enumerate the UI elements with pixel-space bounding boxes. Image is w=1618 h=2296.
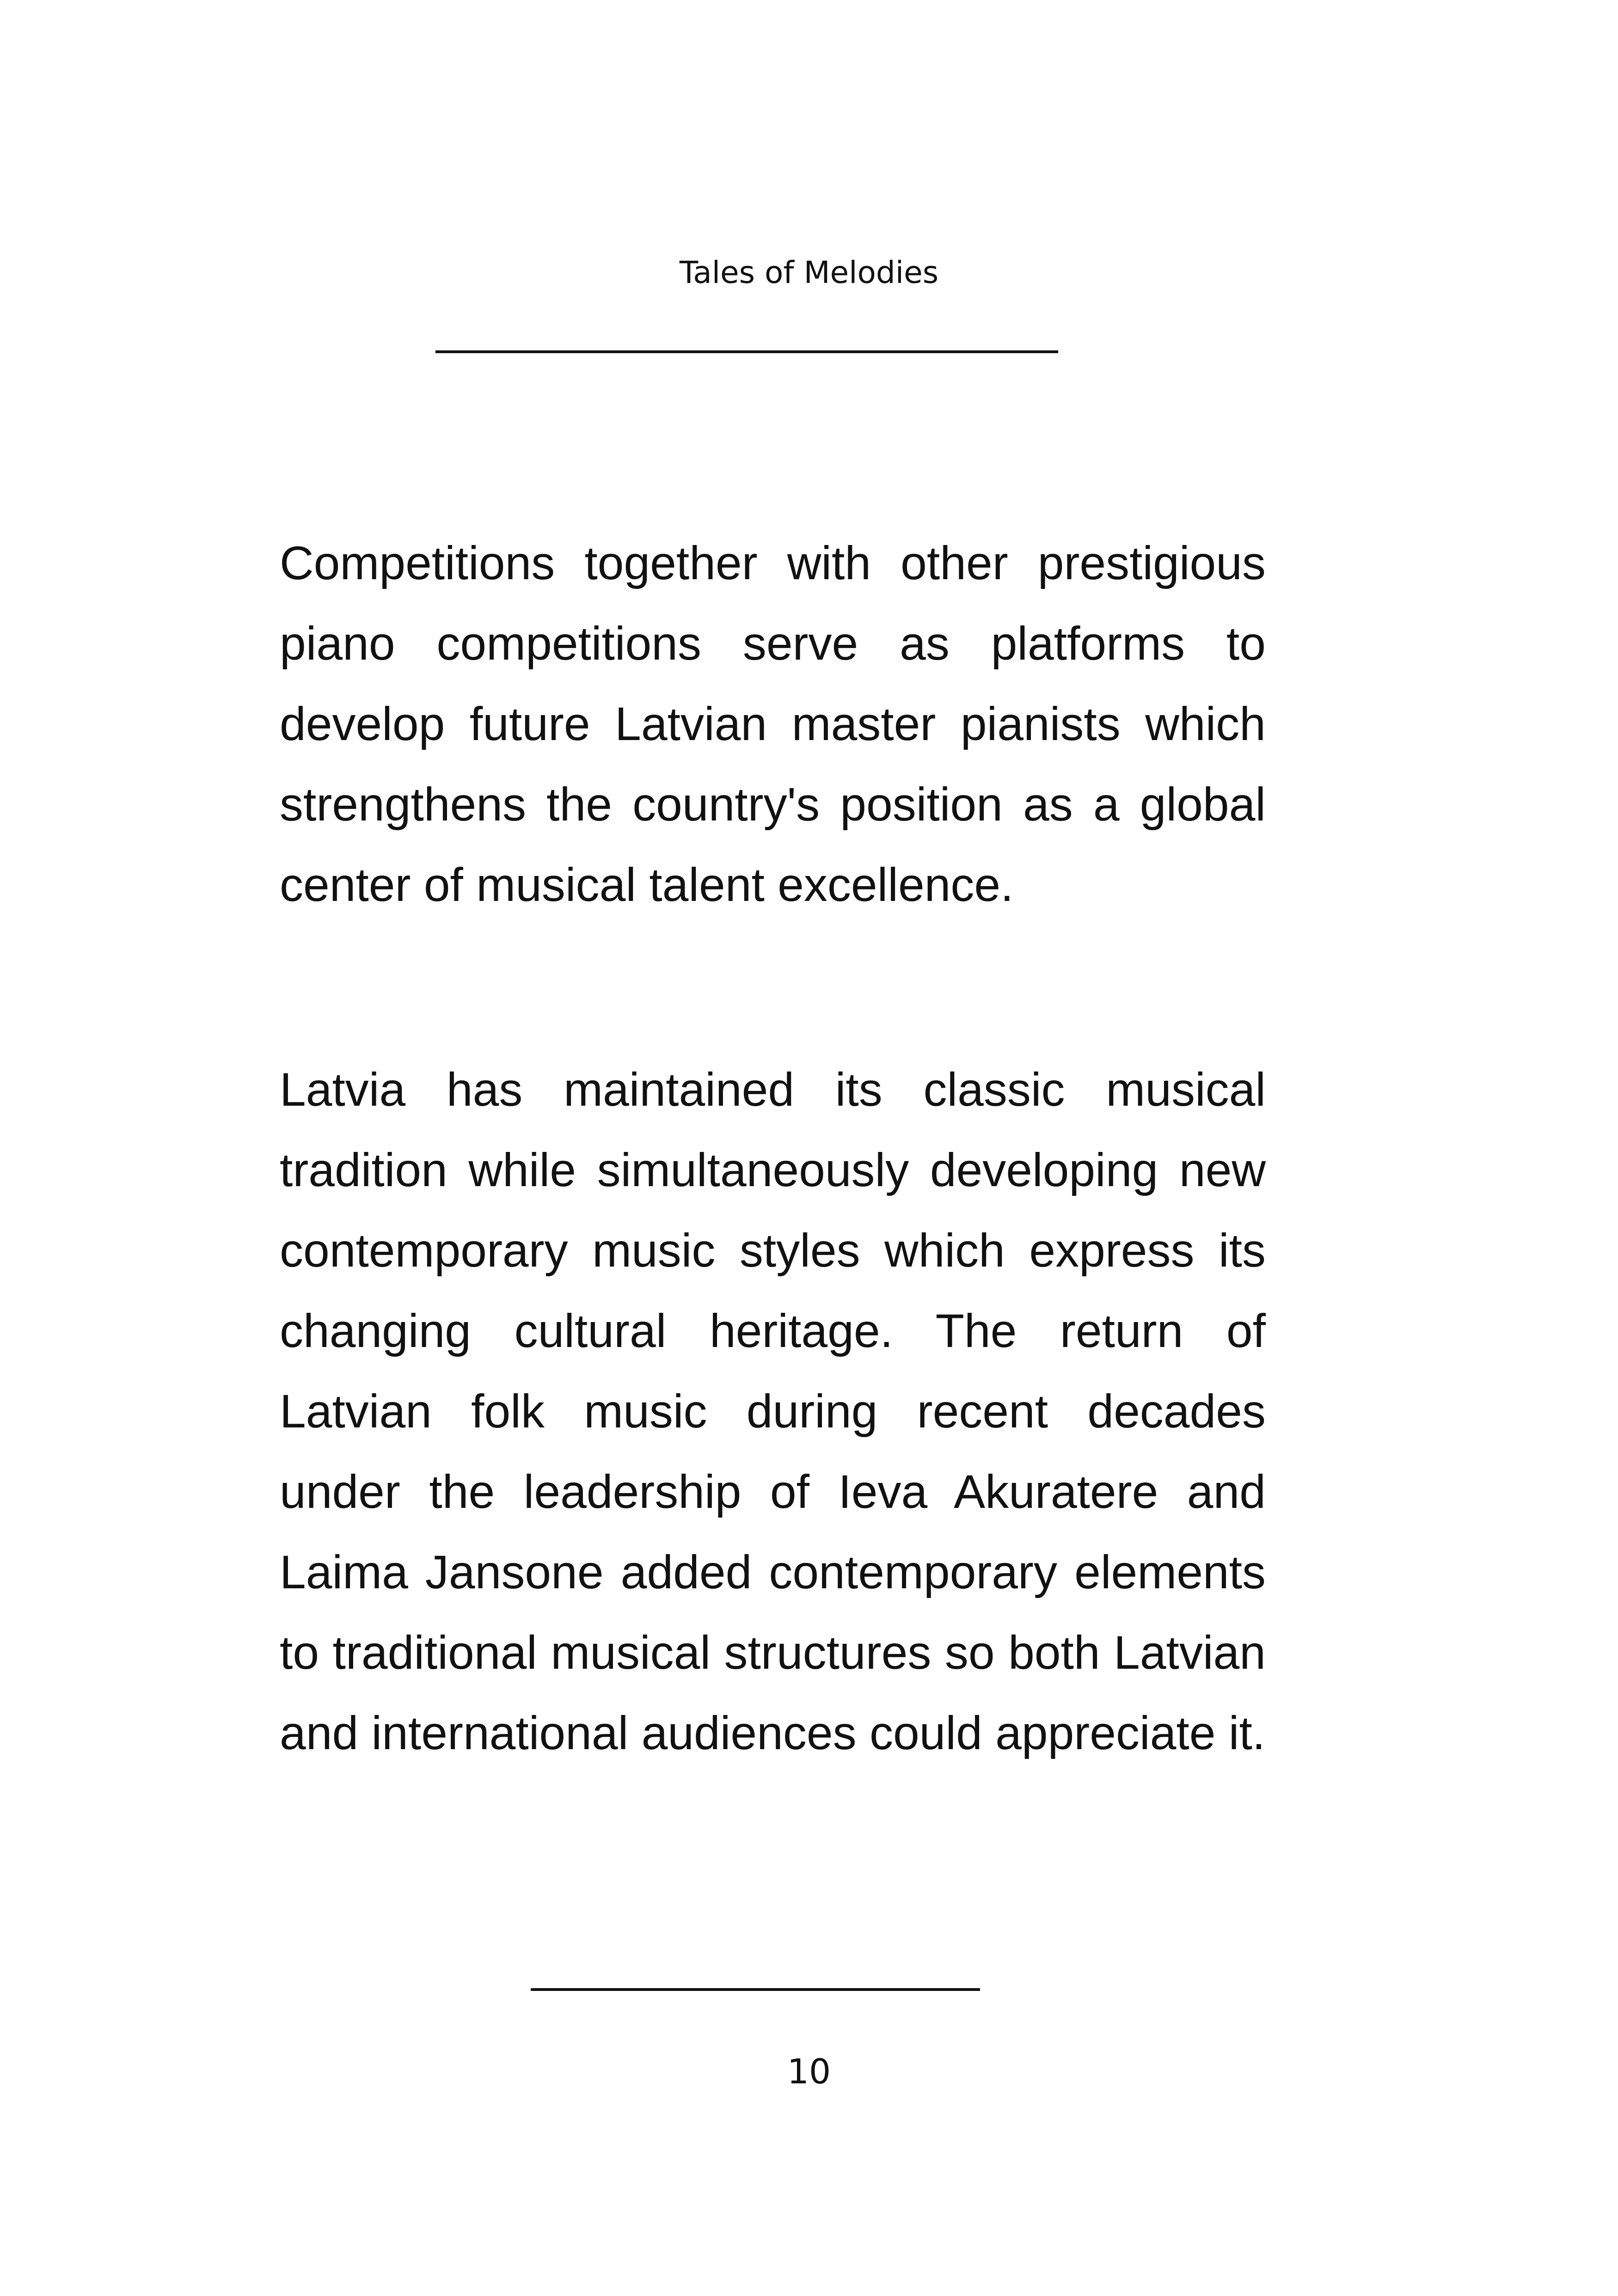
body-paragraph-1: Competitions together with other prestigious piano competitions serve as platforms to develop future Latvian master pianists which strengthens the country's position as a global center of musical talent excellence. [280, 537, 1266, 911]
footer-divider [531, 1988, 980, 1991]
body-paragraph-2: Latvia has maintained its classic musical tradition while simultaneously developing new contemporary music styles which express its changing cultural heritage. The return of Latvian folk music during recent decades under the leadership of Ieva Akuratere and Laima Jansone added contemporary elements to traditional musical structures so both Latvian and international audiences could appreciate it. [280, 1063, 1266, 1759]
header-divider [435, 350, 1058, 353]
running-header-title: Tales of Melodies [679, 255, 939, 290]
page-number: 10 [787, 2052, 831, 2092]
